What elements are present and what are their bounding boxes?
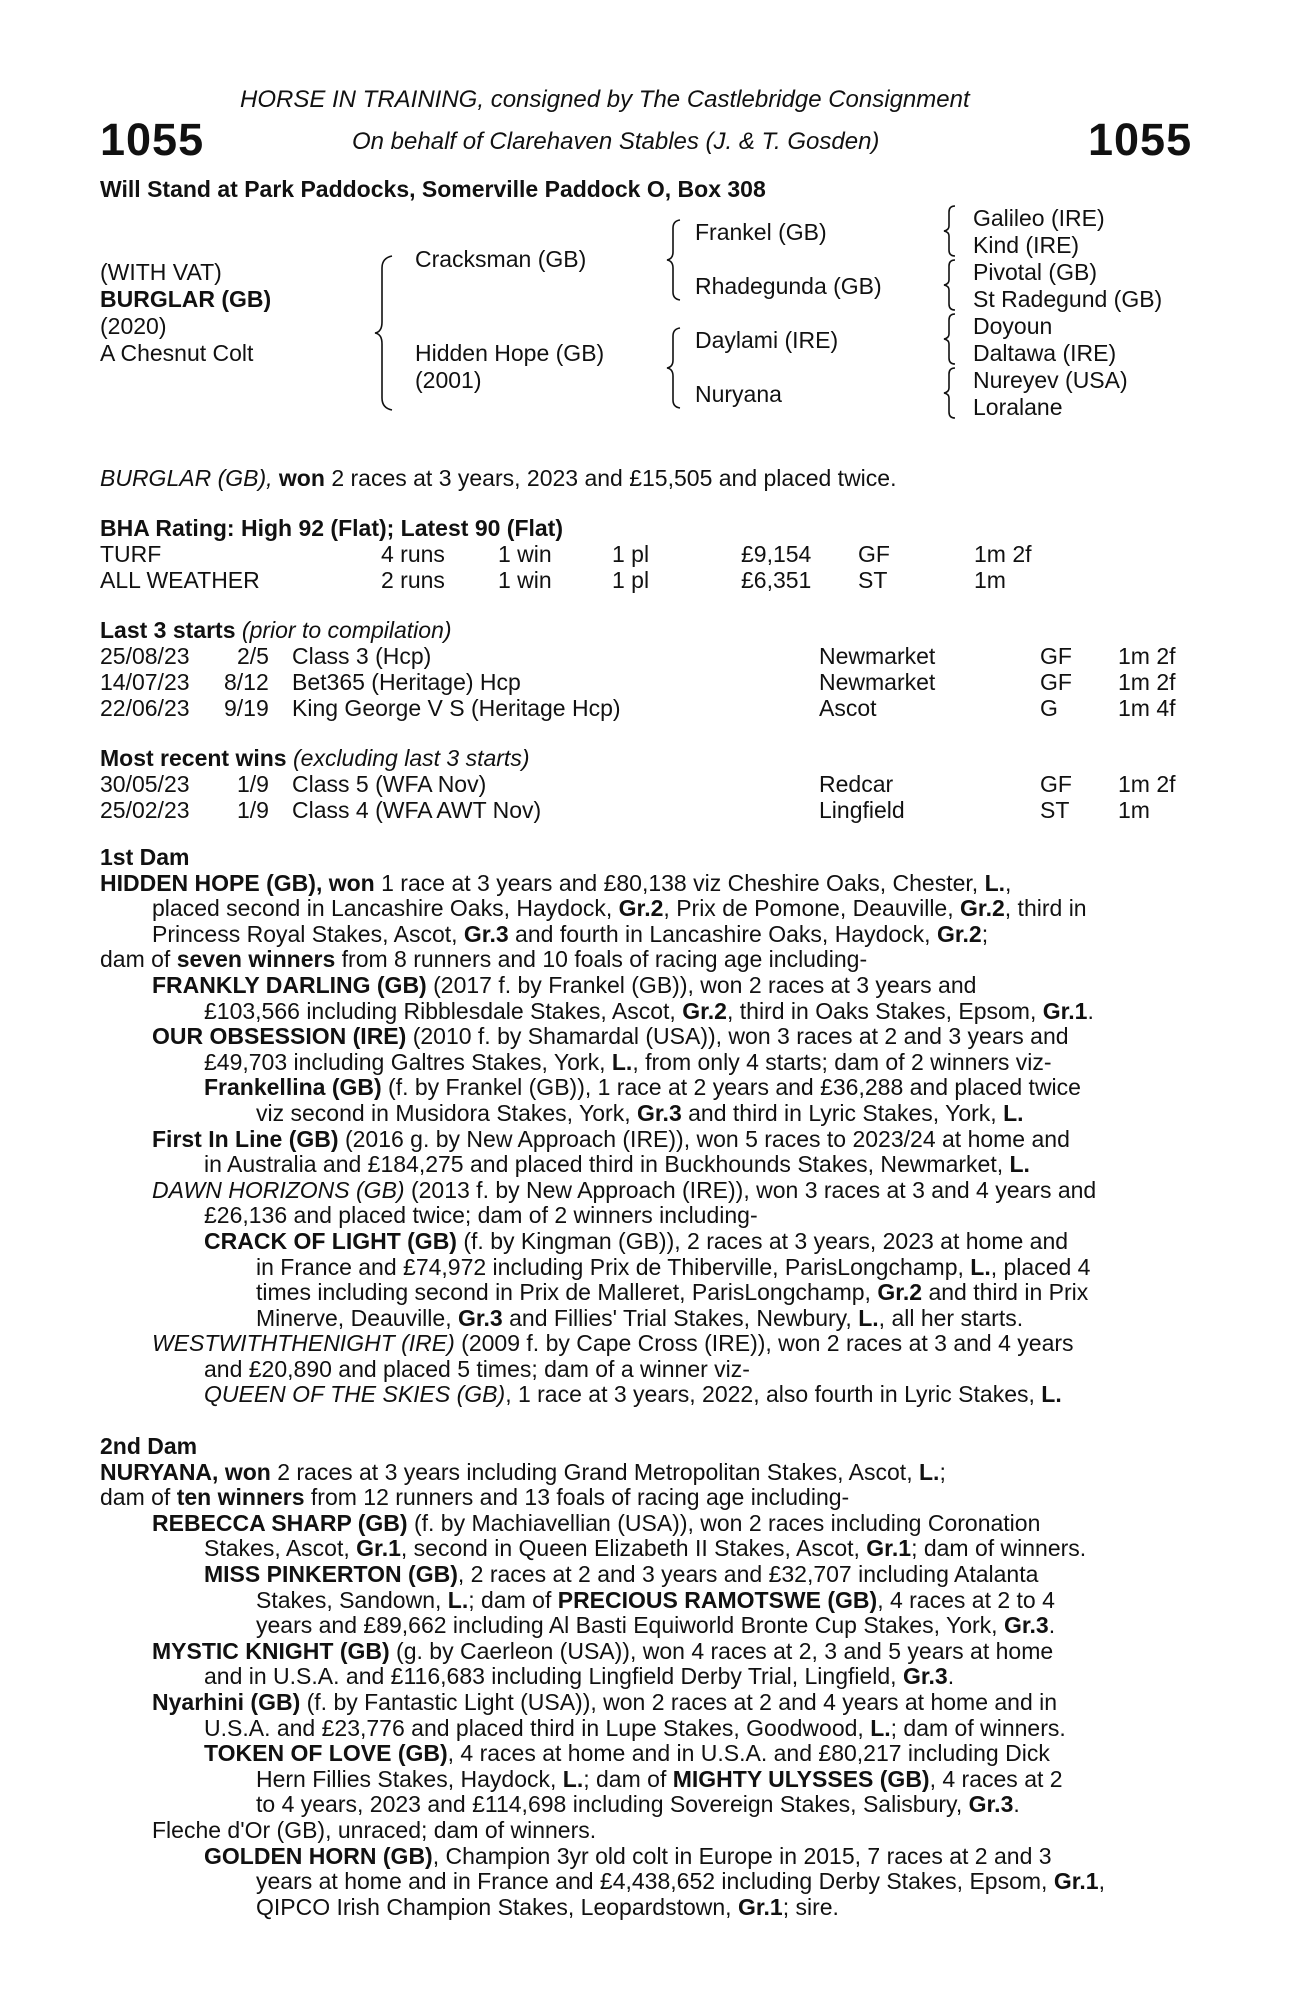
rating-surface: ALL WEATHER — [100, 567, 260, 593]
produce-line: QUEEN OF THE SKIES (GB), 1 race at 3 years, 2022, also fourth in Lyric Stakes, L. — [204, 1381, 1062, 1408]
start-race: Bet365 (Heritage) Hcp — [292, 669, 521, 695]
start-distance: 1m 2f — [1118, 643, 1176, 669]
produce-line: and £20,890 and placed 5 times; dam of a winner viz- — [204, 1355, 750, 1382]
produce-line: OUR OBSESSION (IRE) (2010 f. by Shamardal (USA)), won 3 races at 2 and 3 years and — [152, 1023, 1069, 1050]
produce-line: years at home and in France and £4,438,652 including Derby Stakes, Epsom, Gr.1, — [256, 1868, 1105, 1895]
produce-line: FRANKLY DARLING (GB) (2017 f. by Frankel (GB)), won 2 races at 3 years and — [152, 971, 977, 998]
recent-heading — [100, 745, 529, 771]
consignor-line: HORSE IN TRAINING, consigned by The Castlebridge Consignment — [240, 86, 970, 113]
vendor-line: On behalf of Clarehaven Stables (J. & T. Gosden) — [352, 128, 880, 155]
produce-line: WESTWITHTHENIGHT (IRE) (2009 f. by Cape Cross (IRE)), won 2 races at 3 and 4 years — [152, 1330, 1074, 1357]
rating-runs: 4 runs — [381, 541, 445, 567]
pedigree-ssd: Kind (IRE) — [973, 232, 1080, 258]
pedigree-brace-main — [372, 254, 396, 412]
pedigree-dss: Doyoun — [973, 313, 1053, 339]
rating-wins: 1 win — [498, 567, 552, 593]
win-distance: 1m — [1118, 797, 1150, 823]
dam-text-line: HIDDEN HOPE (GB), won 1 race at 3 years and £80,138 viz Cheshire Oaks, Chester, L., — [100, 869, 1012, 896]
start-distance: 1m 2f — [1118, 669, 1176, 695]
rating-going: GF — [858, 541, 890, 567]
produce-line: to 4 years, 2023 and £114,698 including Sovereign Stakes, Salisbury, Gr.3. — [256, 1791, 1020, 1818]
pedigree-ddd: Loralane — [973, 394, 1063, 420]
rating-surface: TURF — [100, 541, 162, 567]
pedigree-sire-sire: Frankel (GB) — [695, 219, 827, 245]
lot-number-left: 1055 — [100, 114, 205, 165]
produce-line: CRACK OF LIGHT (GB) (f. by Kingman (GB)), 2 races at 3 years, 2023 at home and — [204, 1227, 1069, 1254]
pedigree-dam-year: (2001) — [415, 367, 482, 393]
produce-line: DAWN HORIZONS (GB) (2013 f. by New Approach (IRE)), won 3 races at 3 and 4 years and — [152, 1176, 1097, 1203]
produce-line: QIPCO Irish Champion Stakes, Leopardstown, Gr.1; sire. — [256, 1893, 839, 1920]
produce-line: £26,136 and placed twice; dam of 2 winners including- — [204, 1202, 758, 1229]
rating-runs: 2 runs — [381, 567, 445, 593]
produce-line: GOLDEN HORN (GB), Champion 3yr old colt in Europe in 2015, 7 races at 2 and 3 — [204, 1842, 1052, 1869]
produce-line: U.S.A. and £23,776 and placed third in Lupe Stakes, Goodwood, L.; dam of winners. — [204, 1714, 1066, 1741]
produce-line: £103,566 including Ribblesdale Stakes, Ascot, Gr.2, third in Oaks Stakes, Epsom, Gr.1. — [204, 997, 1094, 1024]
produce-line: Fleche d'Or (GB), unraced; dam of winners. — [152, 1816, 597, 1843]
summary-text: 2 races at 3 years, 2023 and £15,505 and placed twice. — [331, 465, 897, 491]
summary-won: won — [278, 465, 325, 491]
pedigree-sire: Cracksman (GB) — [415, 246, 587, 272]
start-distance: 1m 4f — [1118, 695, 1176, 721]
produce-line: Frankellina (GB) (f. by Frankel (GB)), 1 race at 2 years and £36,288 and placed twice — [204, 1074, 1081, 1101]
produce-line: TOKEN OF LOVE (GB), 4 races at home and in U.S.A. and £80,217 including Dick — [204, 1740, 1050, 1767]
rating-distance: 1m 2f — [974, 541, 1032, 567]
dam-text-line: dam of seven winners from 8 runners and 10 foals of racing age including- — [100, 946, 868, 973]
last3-title: Last 3 starts — [100, 617, 236, 643]
produce-line: MISS PINKERTON (GB), 2 races at 2 and 3 years and £32,707 including Atalanta — [204, 1560, 1039, 1587]
start-race: Class 3 (Hcp) — [292, 643, 432, 669]
start-date: 14/07/23 — [100, 669, 190, 695]
vat-note: (WITH VAT) — [100, 259, 222, 285]
start-going: GF — [1040, 669, 1072, 695]
pedigree-dam-sire: Daylami (IRE) — [695, 327, 839, 353]
dam-text-line: dam of ten winners from 12 runners and 13 foals of racing age including- — [100, 1484, 850, 1511]
produce-line: REBECCA SHARP (GB) (f. by Machiavellian (USA)), won 2 races including Coronation — [152, 1509, 1041, 1536]
rating-going: ST — [858, 567, 888, 593]
last3-heading — [100, 617, 452, 643]
produce-line: Minerve, Deauville, Gr.3 and Fillies' Trial Stakes, Newbury, L., all her starts. — [256, 1304, 1024, 1331]
stabling-location: Will Stand at Park Paddocks, Somerville Paddock O, Box 308 — [100, 176, 766, 202]
pedigree-dds: Nureyev (USA) — [973, 367, 1128, 393]
start-position: 9/19 — [224, 695, 269, 721]
pedigree-sss: Galileo (IRE) — [973, 205, 1105, 231]
win-going: GF — [1040, 771, 1072, 797]
win-position: 1/9 — [237, 797, 269, 823]
rating-title: BHA Rating: High 92 (Flat); Latest 90 (Flat) — [100, 515, 563, 541]
summary-horse: BURGLAR (GB), — [100, 465, 273, 491]
start-course: Ascot — [819, 695, 877, 721]
win-date: 30/05/23 — [100, 771, 190, 797]
produce-line: Stakes, Sandown, L.; dam of PRECIOUS RAMOTSWE (GB), 4 races at 2 to 4 — [256, 1586, 1055, 1613]
start-race: King George V S (Heritage Hcp) — [292, 695, 621, 721]
win-going: ST — [1040, 797, 1070, 823]
last3-subtitle: (prior to compilation) — [241, 617, 452, 643]
pedigree-brace-g2 — [942, 258, 958, 312]
horse-description: A Chesnut Colt — [100, 340, 254, 366]
second-dam-section — [100, 1434, 1105, 1920]
start-course: Newmarket — [819, 643, 936, 669]
rating-wins: 1 win — [498, 541, 552, 567]
rating-placed: 1 pl — [612, 567, 650, 593]
start-going: G — [1040, 695, 1058, 721]
start-position: 8/12 — [224, 669, 269, 695]
produce-line: times including second in Prix de Malleret, ParisLongchamp, Gr.2 and third in Prix — [256, 1279, 1089, 1306]
pedigree-brace-dam — [664, 326, 684, 410]
second-dam-heading: 2nd Dam — [100, 1433, 198, 1459]
recent-subtitle: (excluding last 3 starts) — [293, 745, 530, 771]
race-summary — [100, 465, 896, 491]
rating-placed: 1 pl — [612, 541, 650, 567]
produce-line: and in U.S.A. and £116,683 including Lingfield Derby Trial, Lingfield, Gr.3. — [204, 1663, 955, 1690]
rating-prize: £9,154 — [741, 541, 812, 567]
produce-line: in France and £74,972 including Prix de Thiberville, ParisLongchamp, L., placed 4 — [256, 1253, 1091, 1280]
win-position: 1/9 — [237, 771, 269, 797]
pedigree-brace-g3 — [942, 312, 958, 366]
pedigree-sdd: St Radegund (GB) — [973, 286, 1163, 312]
horse-name: BURGLAR (GB) — [100, 286, 272, 312]
pedigree-dam: Hidden Hope (GB) — [415, 340, 605, 366]
pedigree-brace-g1 — [942, 204, 958, 258]
rating-prize: £6,351 — [741, 567, 812, 593]
produce-line: in Australia and £184,275 and placed third in Buckhounds Stakes, Newmarket, L. — [204, 1151, 1030, 1178]
win-race: Class 4 (WFA AWT Nov) — [292, 797, 542, 823]
win-race: Class 5 (WFA Nov) — [292, 771, 487, 797]
dam-text-line: placed second in Lancashire Oaks, Haydock, Gr.2, Prix de Pomone, Deauville, Gr.2, third in — [152, 895, 1087, 922]
produce-line: Nyarhini (GB) (f. by Fantastic Light (USA)), won 2 races at 2 and 4 years at home and in — [152, 1688, 1058, 1715]
pedigree-brace-sire — [664, 218, 684, 302]
first-dam-heading: 1st Dam — [100, 844, 190, 870]
produce-line: First In Line (GB) (2016 g. by New Approach (IRE)), won 5 races to 2023/24 at home and — [152, 1125, 1070, 1152]
horse-year: (2020) — [100, 313, 167, 339]
pedigree-dsd: Daltawa (IRE) — [973, 340, 1117, 366]
dam-text-line: Princess Royal Stakes, Ascot, Gr.3 and fourth in Lancashire Oaks, Haydock, Gr.2; — [152, 920, 989, 947]
start-going: GF — [1040, 643, 1072, 669]
dam-text-line: NURYANA, won 2 races at 3 years including Grand Metropolitan Stakes, Ascot, L.; — [100, 1458, 946, 1485]
pedigree-brace-g4 — [942, 366, 958, 420]
pedigree-sire-dam: Rhadegunda (GB) — [695, 273, 882, 299]
recent-title: Most recent wins — [100, 745, 287, 771]
start-course: Newmarket — [819, 669, 936, 695]
rating-distance: 1m — [974, 567, 1006, 593]
win-date: 25/02/23 — [100, 797, 190, 823]
produce-line: viz second in Musidora Stakes, York, Gr.3 and third in Lyric Stakes, York, L. — [256, 1099, 1024, 1126]
pedigree-dam-dam: Nuryana — [695, 381, 782, 407]
win-course: Redcar — [819, 771, 894, 797]
win-course: Lingfield — [819, 797, 905, 823]
produce-line: Stakes, Ascot, Gr.1, second in Queen Elizabeth II Stakes, Ascot, Gr.1; dam of winners. — [204, 1535, 1087, 1562]
lot-number-right: 1055 — [1088, 114, 1193, 165]
produce-line: £49,703 including Galtres Stakes, York, L., from only 4 starts; dam of 2 winners viz- — [204, 1048, 1052, 1075]
pedigree-sds: Pivotal (GB) — [973, 259, 1097, 285]
start-date: 25/08/23 — [100, 643, 190, 669]
produce-line: years and £89,662 including Al Basti Equiworld Bronte Cup Stakes, York, Gr.3. — [256, 1612, 1056, 1639]
first-dam-section — [100, 845, 1096, 1408]
start-date: 22/06/23 — [100, 695, 190, 721]
start-position: 2/5 — [237, 643, 269, 669]
win-distance: 1m 2f — [1118, 771, 1176, 797]
produce-line: MYSTIC KNIGHT (GB) (g. by Caerleon (USA)), won 4 races at 2, 3 and 5 years at home — [152, 1637, 1054, 1664]
produce-line: Hern Fillies Stakes, Haydock, L.; dam of MIGHTY ULYSSES (GB), 4 races at 2 — [256, 1765, 1063, 1792]
